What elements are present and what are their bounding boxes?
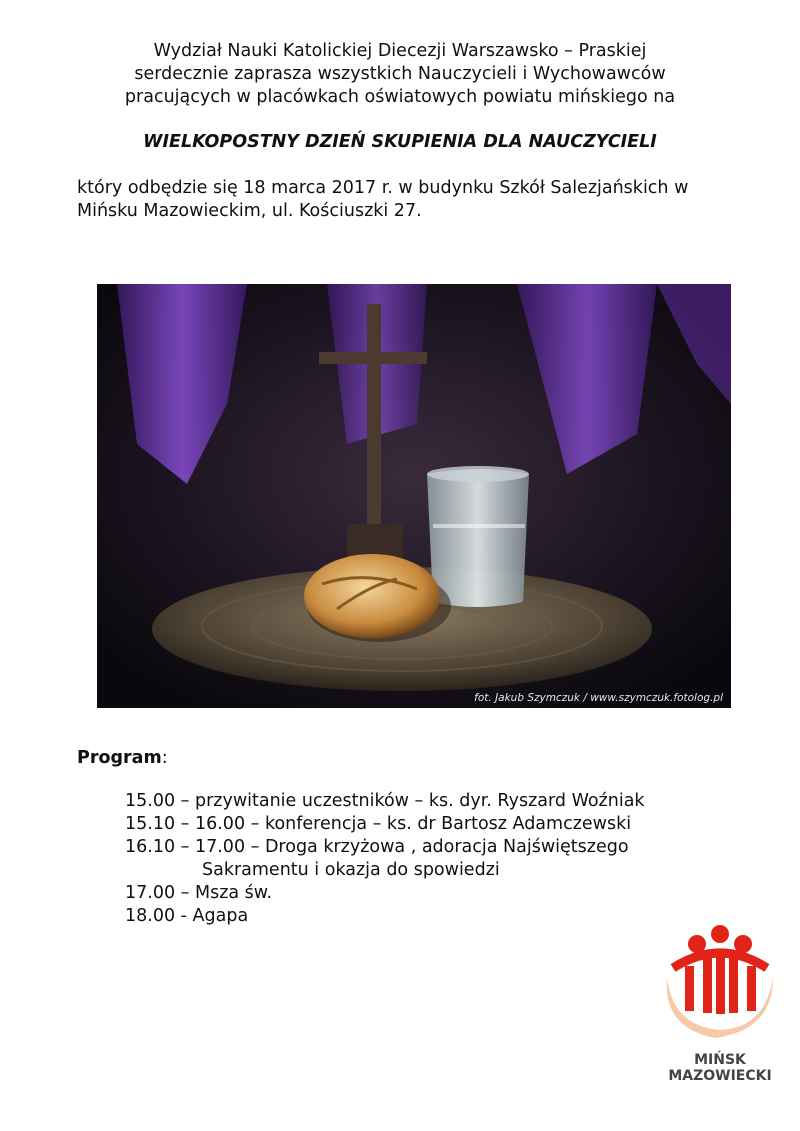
program-item: 15.10 – 16.00 – konferencja – ks. dr Bartosz Adamczewski	[125, 814, 632, 834]
details-line-1: który odbędzie się 18 marca 2017 r. w budynku Szkół Salezjańskich w	[77, 178, 689, 198]
details-line-2: Mińsku Mazowieckim, ul. Kościuszki 27.	[77, 201, 422, 221]
program-colon: :	[161, 748, 168, 768]
program-item: 18.00 - Agapa	[125, 906, 249, 926]
intro-line-3: pracujących w placówkach oświatowych powiatu mińskiego na	[124, 87, 676, 107]
intro-line-1: Wydział Nauki Katolickiej Diecezji Warszawsko – Praskiej	[153, 41, 647, 61]
logo-text-line-2: MAZOWIECKI	[668, 1068, 772, 1084]
program-item: 15.00 – przywitanie uczestników – ks. dyr. Ryszard Woźniak	[125, 791, 645, 811]
event-title: WIELKOPOSTNY DZIEŃ SKUPIENIA DLA NAUCZYCIELI	[143, 132, 657, 152]
logo-text-line-1: MIŃSK	[694, 1052, 746, 1068]
program-heading	[77, 748, 168, 768]
photo-credit: fot. Jakub Szymczuk / www.szymczuk.fotolog.pl	[474, 692, 723, 704]
program-label: Program	[77, 748, 162, 768]
logo-emblem-icon	[655, 918, 785, 1048]
intro-line-2: serdecznie zaprasza wszystkich Nauczycieli i Wychowawców	[134, 64, 666, 84]
program-item: 16.10 – 17.00 – Droga krzyżowa , adoracja Najświętszego	[125, 837, 629, 857]
photo-illustration	[97, 284, 731, 708]
lent-photo	[97, 284, 731, 708]
minsk-mazowiecki-logo	[655, 918, 785, 1088]
program-item: 17.00 – Msza św.	[125, 883, 273, 903]
program-item-continuation: Sakramentu i okazja do spowiedzi	[202, 860, 500, 880]
